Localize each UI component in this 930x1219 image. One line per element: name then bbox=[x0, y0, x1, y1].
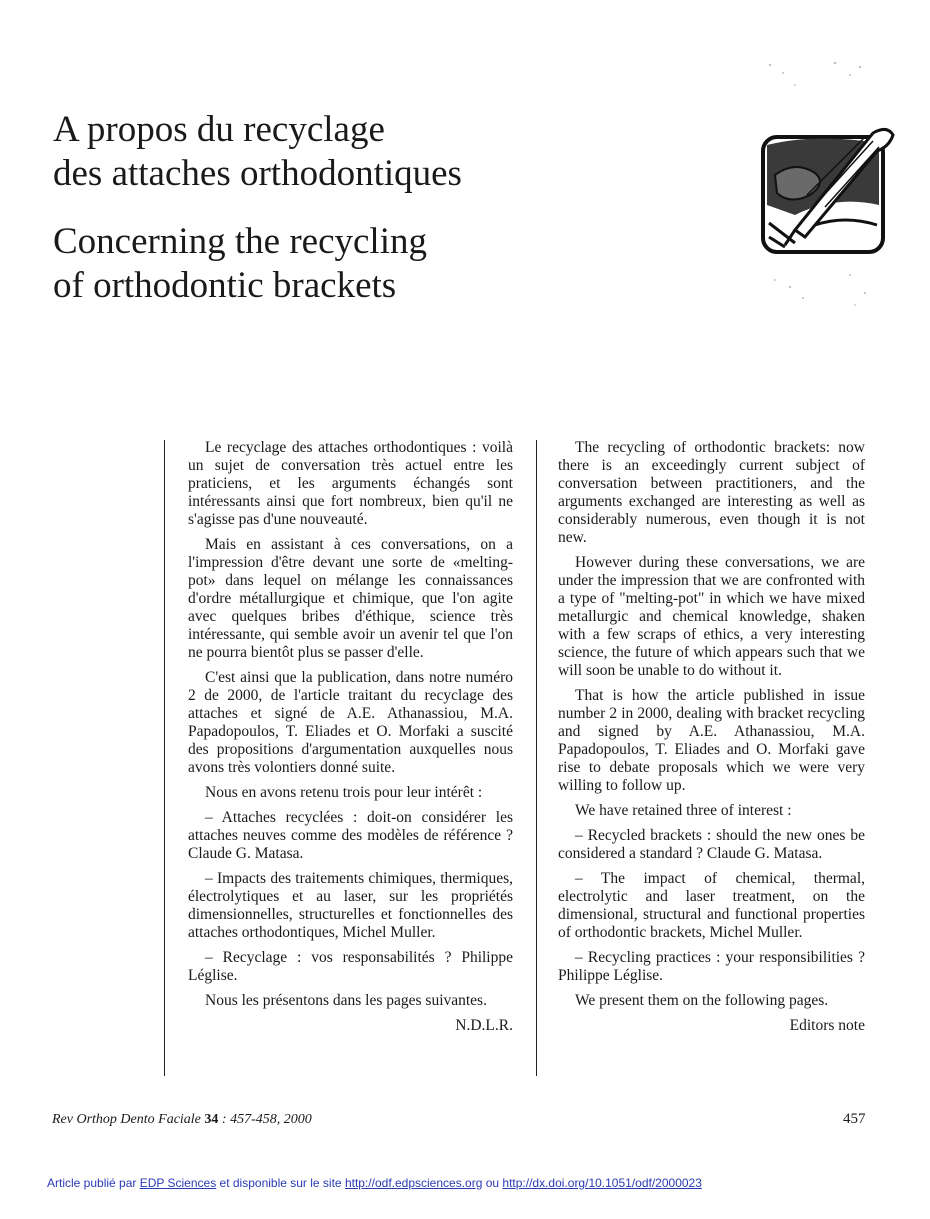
paragraph-fr-2: Mais en assistant à ces conversations, on a l'impression d'être devant une sorte de «melting-pot» dans lequel on mélange les connaissances d'ordre métallurgique et chimique, que l'on agite avec quelques bribes d'éthique, science très intéressante, qui semble avoir un avenir tel que l'on ne pourra bientôt plus se passer d'elle. bbox=[188, 536, 513, 661]
paragraph-fr-1: Le recyclage des attaches orthodontiques : voilà un sujet de conversation très actuel entre les praticiens, et les arguments échangés sont intéressants ainsi que fort nombreux, bien qu'il ne s'agisse pas d'une nouveauté. bbox=[188, 439, 513, 528]
page-number: 457 bbox=[843, 1111, 866, 1127]
paragraph-fr-8: Nous les présentons dans les pages suivantes. bbox=[205, 992, 487, 1009]
paragraph-fr-6: – Impacts des traitements chimiques, thermiques, électrolytiques et au laser, sur les propriétés dimensionnelles, structurelles et fonctionnelles des attaches orthodontiques, Michel Muller. bbox=[188, 870, 513, 941]
edp-middle: et disponible sur le site bbox=[216, 1176, 345, 1190]
title-english-line2: of orthodontic brackets bbox=[53, 265, 397, 306]
title-english bbox=[53, 220, 427, 308]
signature-en: Editors note bbox=[789, 1017, 865, 1034]
odf-site-link[interactable]: http://odf.edpsciences.org bbox=[344, 1176, 483, 1190]
paragraph-fr-7: – Recyclage : vos responsabilités ? Philippe Léglise. bbox=[188, 949, 513, 984]
doi-link[interactable]: http://dx.doi.org/10.1051/odf/2000023 bbox=[502, 1176, 702, 1190]
journal-pages: : 457-458, 2000 bbox=[218, 1112, 312, 1127]
title-english-line1: Concerning the recycling bbox=[53, 221, 427, 262]
paragraph-en-3: That is how the article published in issue number 2 in 2000, dealing with bracket recycling and signed by A.E. Athanassiou, M.A. Papadopoulos, T. Eliades and O. Morfaki gave rise to debate proposals which we were very willing to follow up. bbox=[558, 687, 865, 794]
edp-availability-line bbox=[47, 1176, 702, 1190]
paragraph-en-5: – Recycled brackets : should the new ones be considered a standard ? Claude G. Matasa. bbox=[558, 827, 865, 862]
paragraph-en-8: We present them on the following pages. bbox=[575, 992, 829, 1009]
paragraph-en-4: We have retained three of interest : bbox=[575, 802, 792, 819]
column-french bbox=[188, 439, 513, 1042]
column-english bbox=[558, 439, 865, 1042]
column-rule-middle bbox=[536, 440, 537, 1076]
column-rule-left bbox=[164, 440, 165, 1076]
edp-or: ou bbox=[482, 1176, 503, 1190]
title-french-line2: des attaches orthodontiques bbox=[53, 153, 462, 194]
title-french-line1: A propos du recyclage bbox=[53, 109, 385, 150]
journal-name: Rev Orthop Dento Faciale bbox=[52, 1112, 201, 1127]
quill-pen-icon bbox=[755, 55, 905, 315]
paragraph-en-2: However during these conversations, we are under the impression that we are confronted with a type of "melting-pot" in which we have mixed metallurgic and chemical knowledge, shaken with a few scraps of ethics, a very interesting science, the future of which appears such that we will soon be unable to do without it. bbox=[558, 554, 865, 679]
edp-sciences-link[interactable]: EDP Sciences bbox=[139, 1176, 217, 1190]
paragraph-fr-3: C'est ainsi que la publication, dans notre numéro 2 de 2000, de l'article traitant du recyclage des attaches et signé de A.E. Athanassiou, M.A. Papadopoulos, T. Eliades et O. Morfaki a suscité des propositions d'argumentation auxquelles nous avons très volontiers donné suite. bbox=[188, 669, 513, 776]
journal-reference bbox=[52, 1112, 312, 1128]
journal-volume: 34 bbox=[204, 1112, 219, 1127]
paragraph-fr-5: – Attaches recyclées : doit-on considérer les attaches neuves comme des modèles de référence ? Claude G. Matasa. bbox=[188, 809, 513, 862]
title-french bbox=[53, 108, 462, 196]
paragraph-en-6: – The impact of chemical, thermal, electrolytic and laser treatment, on the dimensional, structural and functional properties of orthodontic brackets, Michel Muller. bbox=[558, 870, 865, 941]
paragraph-en-7: – Recycling practices : your responsibilities ? Philippe Léglise. bbox=[558, 949, 865, 984]
signature-fr: N.D.L.R. bbox=[455, 1017, 513, 1034]
edp-prefix: Article publié par bbox=[47, 1176, 140, 1190]
paragraph-en-1: The recycling of orthodontic brackets: now there is an exceedingly current subject of conversation between practitioners, and the arguments exchanged are interesting as well as considerably numerous, even though it is not new. bbox=[558, 439, 865, 546]
paragraph-fr-4: Nous en avons retenu trois pour leur intérêt : bbox=[205, 784, 483, 801]
